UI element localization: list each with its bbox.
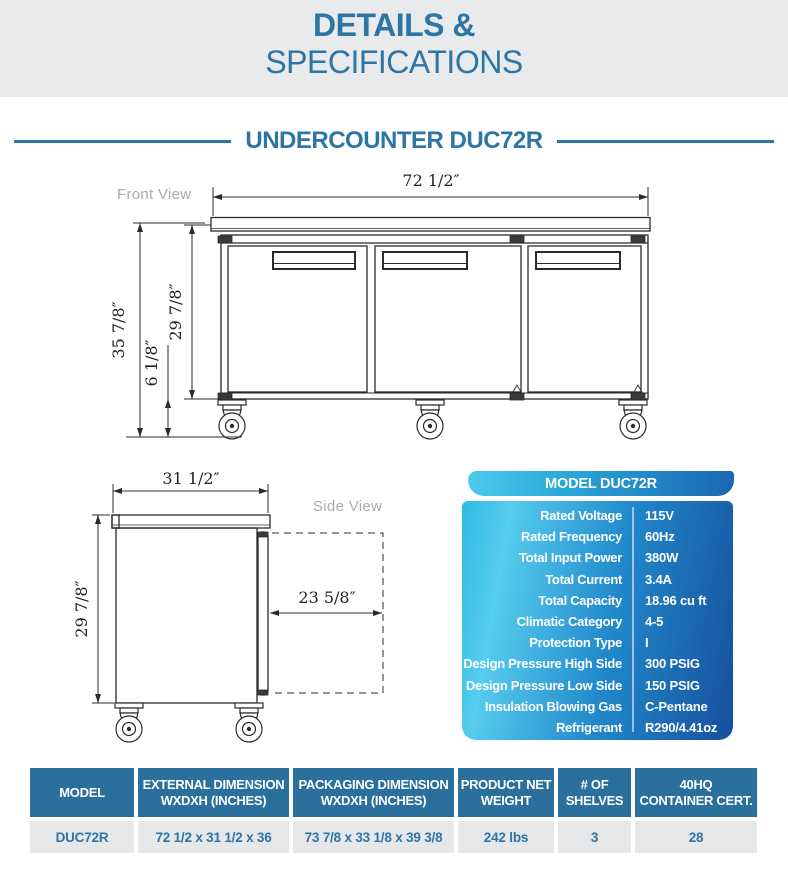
cell-external-dimension: 72 1/2 x 31 1/2 x 36 (138, 821, 289, 853)
front-view-label: Front View (117, 186, 192, 203)
dimensions-table-header-row (30, 768, 757, 817)
spec-card (462, 501, 733, 740)
cell-num-shelves: 3 (558, 821, 631, 853)
side-view-cabinet (112, 515, 270, 703)
spec-label: Climatic Category (516, 614, 622, 630)
spec-label: Refrigerant (555, 719, 622, 735)
spec-label: Design Pressure Low Side (465, 677, 622, 693)
dimensions-table (30, 768, 757, 853)
spec-card-divider (632, 507, 634, 732)
header-model (30, 768, 134, 817)
spec-label: Design Pressure High Side (463, 656, 622, 672)
header-line: # OF (580, 776, 609, 792)
front-view-cabinet (211, 218, 650, 401)
spec-card-title: MODEL DUC72R (468, 471, 734, 496)
header-line: EXTERNAL DIMENSION (142, 776, 285, 792)
header-product-net-weight (458, 768, 554, 817)
spec-label: Rated Frequency (521, 529, 622, 545)
cell-container-cert: 28 (635, 821, 757, 853)
spec-value: 115V (645, 508, 674, 524)
front-hinges (218, 236, 645, 400)
spec-value: R290/4.41oz (645, 719, 718, 735)
header-line: WXDXH (INCHES) (160, 792, 267, 808)
spec-value: I (645, 635, 649, 651)
spec-value: 3.4A (645, 571, 672, 587)
spec-value: 300 PSIG (645, 656, 700, 672)
header-line: SHELVES (565, 792, 624, 808)
spec-row (462, 590, 733, 611)
front-width-dim: 72 1/2″ (402, 171, 460, 190)
cell-packaging-dimension: 73 7/8 x 33 1/8 x 39 3/8 (293, 821, 454, 853)
spec-label: Total Current (545, 571, 622, 587)
subtitle-rule-right (557, 140, 774, 143)
spec-row (462, 505, 733, 526)
spec-label: Insulation Blowing Gas (484, 698, 622, 714)
spec-label: Total Input Power (519, 550, 622, 566)
side-depth-dim: 31 1/2″ (162, 469, 220, 488)
spec-value: C-Pentane (645, 698, 708, 714)
spec-value: 380W (645, 550, 679, 566)
subtitle (0, 126, 788, 156)
header-line: WXDXH (INCHES) (320, 792, 427, 808)
spec-value: 60Hz (645, 529, 675, 545)
side-door-open-dim: 23 5/8″ (298, 588, 356, 607)
page-title-line1: DETAILS & (312, 7, 475, 43)
spec-row (462, 547, 733, 568)
spec-label: Protection Type (529, 635, 622, 651)
front-cabinet-height-dim: 29 7/8″ (166, 283, 185, 341)
spec-value: 150 PSIG (645, 677, 700, 693)
header-container-cert (635, 768, 757, 817)
side-view-drawing (55, 465, 455, 760)
spec-row (462, 653, 733, 674)
page-title-line2: SPECIFICATIONS (265, 44, 523, 80)
front-view-casters (218, 400, 647, 439)
header-packaging-dimension (293, 768, 454, 817)
front-view-drawing (90, 160, 690, 460)
side-view-label: Side View (313, 498, 383, 515)
header-line: PACKAGING DIMENSION (298, 776, 449, 792)
spec-row (462, 675, 733, 696)
side-view-casters (115, 703, 263, 742)
spec-value: 18.96 cu ft (645, 592, 707, 608)
subtitle-rule-left (14, 140, 231, 143)
spec-row (462, 717, 733, 738)
header-line: CONTAINER CERT. (639, 792, 753, 808)
spec-row (462, 696, 733, 717)
header-line: PRODUCT NET (460, 776, 552, 792)
spec-row (462, 611, 733, 632)
header-external-dimension (138, 768, 289, 817)
cell-product-net-weight: 242 lbs (458, 821, 554, 853)
cell-model: DUC72R (30, 821, 134, 853)
front-base-height-dim: 6 1/8″ (142, 339, 161, 387)
spec-row (462, 569, 733, 590)
side-height-dim: 29 7/8″ (72, 580, 91, 638)
header-line: MODEL (59, 784, 105, 800)
header-line: 40HQ (679, 776, 713, 792)
spec-value: 4-5 (645, 614, 664, 630)
spec-row (462, 632, 733, 653)
front-overall-height-dim: 35 7/8″ (109, 301, 128, 359)
header-num-shelves (558, 768, 631, 817)
spec-label: Rated Voltage (540, 508, 622, 524)
spec-row (462, 526, 733, 547)
subtitle-text: UNDERCOUNTER DUC72R (245, 127, 543, 154)
header-line: WEIGHT (480, 792, 532, 808)
spec-label: Total Capacity (538, 592, 622, 608)
dimensions-table-data-row (30, 821, 757, 853)
